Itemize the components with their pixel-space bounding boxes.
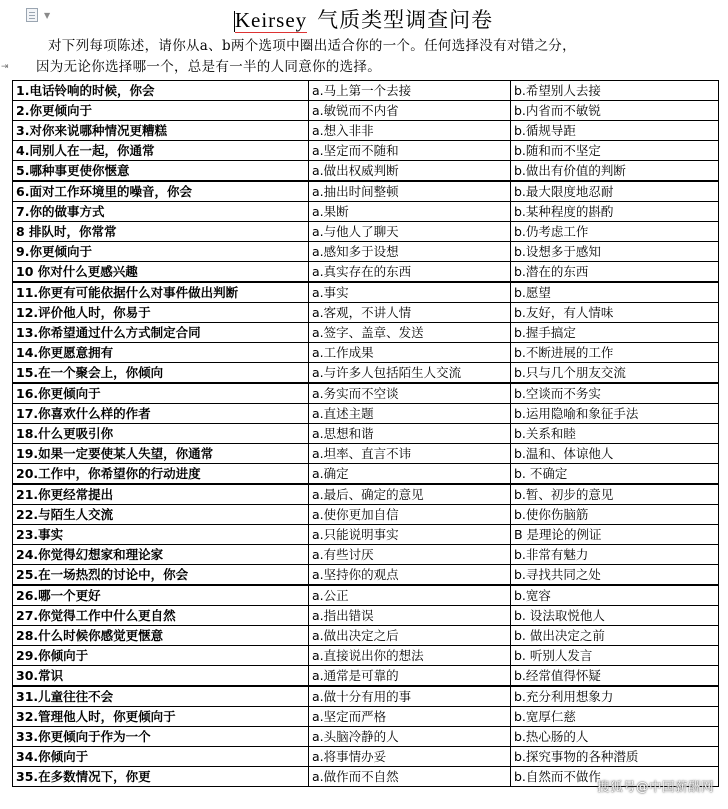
option-a[interactable]: a.做十分有用的事: [309, 686, 511, 707]
option-b[interactable]: b.循规导距: [511, 121, 719, 141]
question-row: [13, 464, 719, 485]
option-a[interactable]: a.敏锐而不内省: [309, 101, 511, 121]
option-a[interactable]: a.做出决定之后: [309, 626, 511, 646]
option-a[interactable]: a.与他人了聊天: [309, 222, 511, 242]
option-b[interactable]: b.不断进展的工作: [511, 343, 719, 363]
option-a[interactable]: a.工作成果: [309, 343, 511, 363]
option-b[interactable]: b.探究事物的各种潜质: [511, 747, 719, 767]
question-row: [13, 242, 719, 262]
question-row: [13, 666, 719, 687]
option-a[interactable]: a.坚定而不随和: [309, 141, 511, 161]
question-row: [13, 404, 719, 424]
question-row: [13, 686, 719, 707]
option-b[interactable]: b.随和而不坚定: [511, 141, 719, 161]
question-text: 10 你对什么更感兴趣: [13, 262, 309, 283]
questionnaire-table: [12, 80, 719, 787]
question-text: 20.工作中，你希望你的行动进度: [13, 464, 309, 485]
option-b[interactable]: b.仍考虑工作: [511, 222, 719, 242]
option-a[interactable]: a.使你更加自信: [309, 505, 511, 525]
question-text: 16.你更倾向于: [13, 383, 309, 404]
question-text: 28.什么时候你感觉更惬意: [13, 626, 309, 646]
question-text: 32.管理他人时，你更倾向于: [13, 707, 309, 727]
question-row: [13, 505, 719, 525]
option-b[interactable]: b.最大限度地忍耐: [511, 181, 719, 202]
question-row: [13, 262, 719, 283]
question-text: 5.哪种事更使你惬意: [13, 161, 309, 182]
question-row: [13, 585, 719, 606]
option-a[interactable]: a.马上第一个去接: [309, 81, 511, 101]
question-text: 13.你希望通过什么方式制定合同: [13, 323, 309, 343]
question-text: 6.面对工作环境里的噪音，你会: [13, 181, 309, 202]
option-b[interactable]: B 是理论的例证: [511, 525, 719, 545]
option-b[interactable]: b.关系和睦: [511, 424, 719, 444]
option-a[interactable]: a.事实: [309, 282, 511, 303]
option-b[interactable]: b.热心肠的人: [511, 727, 719, 747]
option-b[interactable]: b.经常值得怀疑: [511, 666, 719, 687]
option-a[interactable]: a.抽出时间整顿: [309, 181, 511, 202]
option-a[interactable]: a.有些讨厌: [309, 545, 511, 565]
question-row: [13, 343, 719, 363]
question-row: [13, 303, 719, 323]
question-row: [13, 101, 719, 121]
page-title: [0, 4, 728, 34]
question-row: [13, 646, 719, 666]
option-b[interactable]: b.内省而不敏锐: [511, 101, 719, 121]
question-text: 17.你喜欢什么样的作者: [13, 404, 309, 424]
question-text: 8 排队时，你常常: [13, 222, 309, 242]
option-a[interactable]: a.最后、确定的意见: [309, 484, 511, 505]
question-row: [13, 545, 719, 565]
option-a[interactable]: a.将事情办妥: [309, 747, 511, 767]
question-row: [13, 727, 719, 747]
question-row: [13, 565, 719, 586]
option-b[interactable]: b.宽厚仁慈: [511, 707, 719, 727]
question-text: 18.什么更吸引你: [13, 424, 309, 444]
title-chinese: 气质类型调查问卷: [317, 8, 494, 32]
option-a[interactable]: a.签字、盖章、发送: [309, 323, 511, 343]
option-a[interactable]: a.务实而不空谈: [309, 383, 511, 404]
question-row: [13, 525, 719, 545]
question-text: 27.你觉得工作中什么更自然: [13, 606, 309, 626]
question-row: [13, 202, 719, 222]
option-b[interactable]: b.握手搞定: [511, 323, 719, 343]
question-text: 15.在一个聚会上，你倾向: [13, 363, 309, 384]
question-text: 12.评价他人时，你易于: [13, 303, 309, 323]
option-a[interactable]: a.坚定而严格: [309, 707, 511, 727]
question-text: 11.你更有可能依据什么对事件做出判断: [13, 282, 309, 303]
option-a[interactable]: a.做出权威判断: [309, 161, 511, 182]
option-a[interactable]: a.果断: [309, 202, 511, 222]
question-row: [13, 424, 719, 444]
option-a[interactable]: a.客观，不讲人情: [309, 303, 511, 323]
question-text: 2.你更倾向于: [13, 101, 309, 121]
question-row: [13, 606, 719, 626]
question-text: 29.你倾向于: [13, 646, 309, 666]
question-row: [13, 363, 719, 384]
instructions-line-1: 对下列每项陈述，请你从a、b两个选项中圈出适合你的一个。任何选择没有对错之分，: [48, 38, 576, 54]
option-b[interactable]: b.某种程度的斟酌: [511, 202, 719, 222]
question-row: [13, 707, 719, 727]
question-text: 26.哪一个更好: [13, 585, 309, 606]
option-a[interactable]: a.坦率、直言不讳: [309, 444, 511, 464]
question-text: 33.你更倾向于作为一个: [13, 727, 309, 747]
option-b[interactable]: b.使你伤脑筋: [511, 505, 719, 525]
question-text: 3.对你来说哪种情况更糟糕: [13, 121, 309, 141]
question-text: 25.在一场热烈的讨论中，你会: [13, 565, 309, 586]
question-row: [13, 383, 719, 404]
dropdown-arrow-icon[interactable]: ▼: [44, 11, 51, 20]
option-b[interactable]: b.运用隐喻和象征手法: [511, 404, 719, 424]
option-b[interactable]: b.温和、体谅他人: [511, 444, 719, 464]
question-row: [13, 747, 719, 767]
option-b[interactable]: b.宽容: [511, 585, 719, 606]
question-row: [13, 121, 719, 141]
option-b[interactable]: b.自然而不做作: [511, 767, 719, 787]
title-english: Keirsey: [234, 8, 308, 32]
option-b[interactable]: b. 设法取悦他人: [511, 606, 719, 626]
question-text: 9.你更倾向于: [13, 242, 309, 262]
option-b[interactable]: b.设想多于感知: [511, 242, 719, 262]
option-a[interactable]: a.想入非非: [309, 121, 511, 141]
option-a[interactable]: a.做作而不自然: [309, 767, 511, 787]
option-a[interactable]: a.公正: [309, 585, 511, 606]
option-b[interactable]: b.希望别人去接: [511, 81, 719, 101]
option-a[interactable]: a.直述主题: [309, 404, 511, 424]
option-a[interactable]: a.通常是可靠的: [309, 666, 511, 687]
question-row: [13, 484, 719, 505]
option-b[interactable]: b.寻找共同之处: [511, 565, 719, 586]
question-text: 14.你更愿意拥有: [13, 343, 309, 363]
option-a[interactable]: a.坚持你的观点: [309, 565, 511, 586]
question-text: 19.如果一定要使某人失望，你通常: [13, 444, 309, 464]
question-row: [13, 81, 719, 101]
option-a[interactable]: a.指出错误: [309, 606, 511, 626]
option-b[interactable]: b. 做出决定之前: [511, 626, 719, 646]
question-row: [13, 282, 719, 303]
question-text: 23.事实: [13, 525, 309, 545]
question-text: 21.你更经常提出: [13, 484, 309, 505]
question-text: 1.电话铃响的时候，你会: [13, 81, 309, 101]
option-b[interactable]: b.友好，有人情味: [511, 303, 719, 323]
question-text: 7.你的做事方式: [13, 202, 309, 222]
question-row: [13, 626, 719, 646]
question-text: 22.与陌生人交流: [13, 505, 309, 525]
question-text: 35.在多数情况下，你更: [13, 767, 309, 787]
question-text: 30.常识: [13, 666, 309, 687]
question-text: 34.你倾向于: [13, 747, 309, 767]
option-a[interactable]: a.与许多人包括陌生人交流: [309, 363, 511, 384]
question-row: [13, 323, 719, 343]
option-b[interactable]: b.只与几个朋友交流: [511, 363, 719, 384]
option-b[interactable]: b.非常有魅力: [511, 545, 719, 565]
option-a[interactable]: a.感知多于设想: [309, 242, 511, 262]
option-b[interactable]: b.潜在的东西: [511, 262, 719, 283]
margin-arrow-icon: ⇥: [1, 62, 9, 72]
option-a[interactable]: a.真实存在的东西: [309, 262, 511, 283]
question-text: 31.儿童往往不会: [13, 686, 309, 707]
instructions: [22, 36, 722, 78]
option-a[interactable]: a.只能说明事实: [309, 525, 511, 545]
option-b[interactable]: b.做出有价值的判断: [511, 161, 719, 182]
option-a[interactable]: a.确定: [309, 464, 511, 485]
question-text: 4.同别人在一起，你通常: [13, 141, 309, 161]
option-b[interactable]: b.暂、初步的意见: [511, 484, 719, 505]
question-row: [13, 181, 719, 202]
watermark: 搜狐号@中国薪酬网: [596, 779, 714, 794]
question-row: [13, 444, 719, 464]
option-b[interactable]: b.空谈而不务实: [511, 383, 719, 404]
question-row: [13, 222, 719, 242]
question-row: [13, 141, 719, 161]
option-b[interactable]: b.充分利用想象力: [511, 686, 719, 707]
option-b[interactable]: b. 听别人发言: [511, 646, 719, 666]
question-text: 24.你觉得幻想家和理论家: [13, 545, 309, 565]
option-b[interactable]: b. 不确定: [511, 464, 719, 485]
option-a[interactable]: a.直接说出你的想法: [309, 646, 511, 666]
option-a[interactable]: a.头脑冷静的人: [309, 727, 511, 747]
instructions-line-2: 因为无论你选择哪一个，总是有一半的人同意你的选择。: [36, 59, 381, 75]
question-row: [13, 161, 719, 182]
option-b[interactable]: b.愿望: [511, 282, 719, 303]
option-a[interactable]: a.思想和谐: [309, 424, 511, 444]
